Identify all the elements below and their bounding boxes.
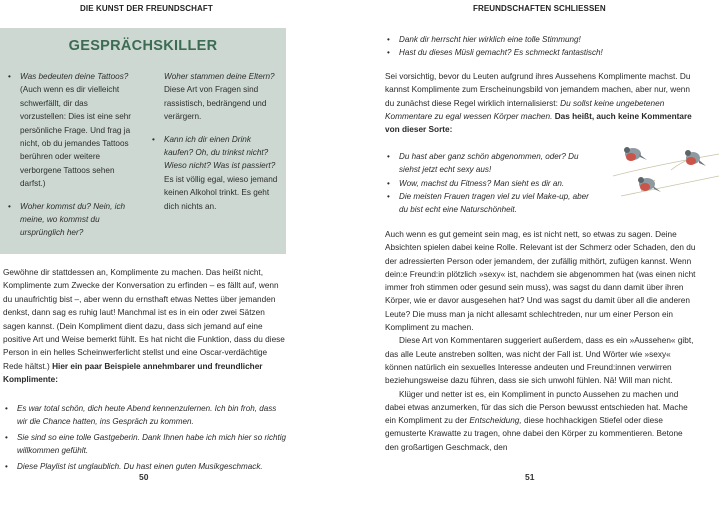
bird-icon <box>624 147 647 161</box>
right-page <box>385 0 705 506</box>
list-item: • Dank dir herrscht hier wirklich eine tolle Stimmung! <box>387 35 581 44</box>
list-item: • Du hast aber ganz schön abgenommen, oder? Du siehst jetzt echt sexy aus! <box>387 152 579 175</box>
list-item: • Hast du dieses Müsli gemacht? Es schmeckt fantastisch! <box>387 48 603 58</box>
list-item: • Wow, machst du Fitness? Man sieht es dir an. <box>387 178 565 188</box>
left-page <box>0 0 330 506</box>
bird-icon <box>638 177 661 192</box>
bird-icon <box>685 150 706 166</box>
conversation-killer-box <box>0 28 286 254</box>
list-item: • Die meisten Frauen tragen viel zu viel Make-up, aber du bist echt eine Naturschönheit. <box>387 191 589 215</box>
box-title: GESPRÄCHSKILLER <box>68 38 218 54</box>
birds-illustration <box>611 136 720 206</box>
negative-list <box>385 150 597 216</box>
page-number-right: 51 <box>525 472 535 482</box>
running-head-right: FREUNDSCHAFTEN SCHLIESSEN <box>473 4 606 13</box>
list-item: • Es war total schön, dich heute Abend kennenzulernen. Ich bin froh, dass wir die Chance hatten, ins Gespräch zu kommen. <box>5 404 277 427</box>
box-item: • Was bedeuten deine Tattoos? (Auch wenn es dir vielleicht schwerfällt, dir das vorzustellen: Dies ist eine sehr persönliche Frage. Und frag ja nicht, ob du jemandes Tattoos berühren oder weitere verborgene Tattoos sehen darfst.) <box>8 72 132 189</box>
right-paragraph-2: Auch wenn es gut gemeint sein mag, es ist nicht nett, so etwas zu sagen. Deine Absichten spielen dabei keine Rolle. Relevant ist der Schmerz oder Schaden, den du der adressierten Person oder jemandem, der zufällig mithört, zufügen kannst. Wenn dein:e Freund:in plötzlich »sexy« ist, nachdem sie abgenommen hat (was einen nicht immer froh stimmen oder gesund sein muss), was sagst du dann damit über ihren Körper, wie er davor ausgesehen hat? Und was sagst du damit über all die anderen Leute? Die muss man ja nicht allesamt schlechtreden, nur um einer Person ein Kompliment zu machen. Diese Art von Kommentaren suggeriert außerdem, dass es ein »Aussehen« gibt, das alle Leute anstreben sollten, was nicht der Fall ist. Und Wörter wie »sexy« können natürlich ein sexuelles Interesse andeuten und Freund:innen verwirren beziehungsweise dazu führen, dass sie sich unwohl fühlen. Nä! Will man nicht. Klüger und netter ist es, ein Kompliment in puncto Aussehen zu machen und dabei etwas anzumerken, für das sich die Person bewusst entschieden hat. Mache ein Kompliment zu der Entscheidung, diese hochhackigen Stiefel oder diese gemusterte Krawatte zu tragen, ohne dabei den Körper zu kommentieren. Betone den großartigen Geschmack, den <box>385 230 696 452</box>
positive-list <box>385 33 685 60</box>
page-number-left: 50 <box>139 472 149 482</box>
list-item: • Sie sind so eine tolle Gastgeberin. Dank Ihnen habe ich mich hier so richtig willkommen gefühlt. <box>5 432 287 456</box>
left-body-paragraph: Gewöhne dir stattdessen an, Komplimente zu machen. Das heißt nicht, Komplimente zum Zwecke der Konversation zu erfinden – es fällt auf, wenn du unaufrichtig bist –, aber wenn du ernsthaft etwas Nettes über jemanden denkst, dann sag es ruhig laut! Manchmal ist es in ein oder zwei Sätzen sagen kannst. (Dein Kompliment dient dazu, dass sich jemand auf eine positive Art und Weise bemerkt fühlt. Es hat nicht die Funktion, dass du diese Person in ein helles Scheinwerferlicht stellst und eine Oscar-verdächtige Rede hältst.) Hier ein paar Beispiele annehmbarer und freundlicher Komplimente: <box>3 268 285 385</box>
box-item: • Woher kommst du? Nein, ich meine, wo kommst du ursprünglich her? <box>8 201 126 238</box>
running-head-left: DIE KUNST DER FREUNDSCHAFT <box>80 4 213 13</box>
right-paragraph-1: Sei vorsichtig, bevor du Leuten aufgrund ihres Aussehens Komplimente machst. Du kannst Komplimente zum Erscheinungsbild von jemandem machen, aber nur, wenn du zunächst diese Regel wirklich internalisierst: Du sollst keine ungebetenen Kommentare zu egal wessen Körper machen. Das heißt, auch keine Kommentare von dieser Sorte: <box>385 72 692 135</box>
list-item: • Diese Playlist ist unglaublich. Du hast einen guten Musikgeschmack. <box>5 461 263 471</box>
box-item: Woher stammen deine Eltern? Diese Art von Fragen sind rassistisch, bedrängend und verärgern. <box>164 72 275 122</box>
compliment-examples <box>3 402 287 475</box>
box-item: • Kann ich dir einen Drink kaufen? Oh, du trinkst nicht? Wieso nicht? Was ist passiert? Es ist völlig egal, wieso jemand keinen Alkohol trinkt. Es geht dich nichts an. <box>152 134 278 211</box>
box-left-column <box>8 70 136 249</box>
box-right-column <box>152 70 280 222</box>
